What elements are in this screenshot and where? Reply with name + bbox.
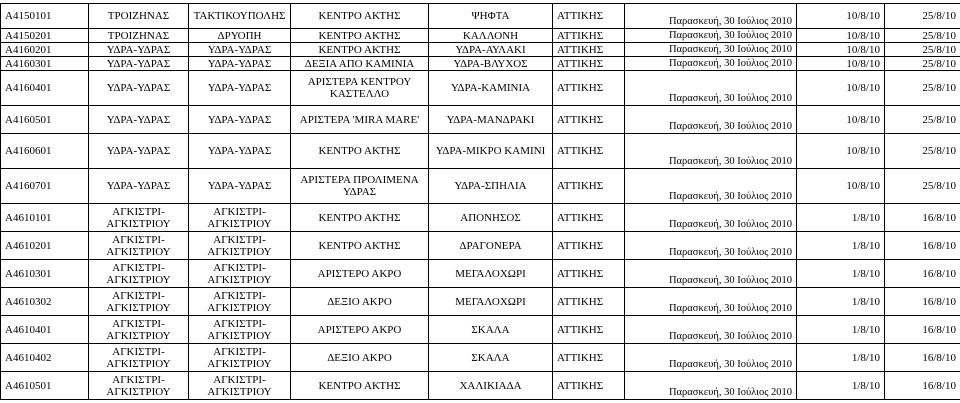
end-date-cell: 25/8/10 — [885, 106, 960, 134]
station-code-cell: A4610302 — [1, 288, 89, 316]
end-date-cell: 16/8/10 — [885, 232, 960, 260]
station-code-cell: A4160401 — [1, 71, 89, 106]
table-row — [1, 71, 960, 106]
municipality-cell: ΑΓΚΙΣΤΡΙ-ΑΓΚΙΣΤΡΙΟΥ — [89, 344, 189, 372]
beach-cell: ΥΔΡΑ-ΑΥΛΑΚΙ — [429, 43, 553, 57]
table-row — [1, 4, 960, 29]
district-cell: ΥΔΡΑ-ΥΔΡΑΣ — [189, 57, 291, 71]
region-cell: ΑΤΤΙΚΗΣ — [553, 288, 625, 316]
start-date-cell: 10/8/10 — [797, 71, 885, 106]
district-cell: ΥΔΡΑ-ΥΔΡΑΣ — [189, 43, 291, 57]
location-cell: ΚΕΝΤΡΟ ΑΚΤΗΣ — [291, 134, 429, 169]
beach-cell: ΜΕΓΑΛΟΧΩΡΙ — [429, 260, 553, 288]
beach-cell: ΨΗΦΤΑ — [429, 4, 553, 29]
start-date-cell: 10/8/10 — [797, 106, 885, 134]
start-date-cell: 1/8/10 — [797, 344, 885, 372]
table-row — [1, 288, 960, 316]
location-cell: ΚΕΝΤΡΟ ΑΚΤΗΣ — [291, 29, 429, 43]
date-cell: Παρασκευή, 30 Ιούλιος 2010 — [625, 232, 797, 260]
beach-cell: ΜΕΓΑΛΟΧΩΡΙ — [429, 288, 553, 316]
beach-cell: ΥΔΡΑ-ΜΑΝΔΡΑΚΙ — [429, 106, 553, 134]
beach-cell: ΧΑΛΙΚΙΑΔΑ — [429, 372, 553, 400]
municipality-cell: ΑΓΚΙΣΤΡΙ-ΑΓΚΙΣΤΡΙΟΥ — [89, 372, 189, 400]
station-code-cell: A4610301 — [1, 260, 89, 288]
sampling-table — [0, 3, 960, 400]
district-cell: ΑΓΚΙΣΤΡΙ-ΑΓΚΙΣΤΡΙΟΥ — [189, 232, 291, 260]
table-row — [1, 232, 960, 260]
start-date-cell: 10/8/10 — [797, 134, 885, 169]
location-cell: ΑΡΙΣΤΕΡΑ ΚΕΝΤΡΟΥ ΚΑΣΤΕΛΛΟ — [291, 71, 429, 106]
station-code-cell: A4160701 — [1, 169, 89, 204]
table-row — [1, 260, 960, 288]
location-cell: ΚΕΝΤΡΟ ΑΚΤΗΣ — [291, 43, 429, 57]
beach-cell: ΚΑΛΛΟΝΗ — [429, 29, 553, 43]
date-cell: Παρασκευή, 30 Ιούλιος 2010 — [625, 169, 797, 204]
table-row — [1, 316, 960, 344]
district-cell: ΑΓΚΙΣΤΡΙ-ΑΓΚΙΣΤΡΙΟΥ — [189, 372, 291, 400]
municipality-cell: ΥΔΡΑ-ΥΔΡΑΣ — [89, 106, 189, 134]
table-row — [1, 57, 960, 71]
region-cell: ΑΤΤΙΚΗΣ — [553, 344, 625, 372]
beach-cell: ΥΔΡΑ-ΚΑΜΙΝΙΑ — [429, 71, 553, 106]
station-code-cell: A4610201 — [1, 232, 89, 260]
location-cell: ΚΕΝΤΡΟ ΑΚΤΗΣ — [291, 232, 429, 260]
end-date-cell: 16/8/10 — [885, 344, 960, 372]
table-row — [1, 344, 960, 372]
table-row — [1, 29, 960, 43]
date-cell: Παρασκευή, 30 Ιούλιος 2010 — [625, 4, 797, 29]
station-code-cell: A4610501 — [1, 372, 89, 400]
end-date-cell: 25/8/10 — [885, 57, 960, 71]
beach-cell: ΔΡΑΓΟΝΕΡΑ — [429, 232, 553, 260]
end-date-cell: 16/8/10 — [885, 316, 960, 344]
district-cell: ΥΔΡΑ-ΥΔΡΑΣ — [189, 134, 291, 169]
region-cell: ΑΤΤΙΚΗΣ — [553, 204, 625, 232]
district-cell: ΥΔΡΑ-ΥΔΡΑΣ — [189, 106, 291, 134]
region-cell: ΑΤΤΙΚΗΣ — [553, 372, 625, 400]
end-date-cell: 16/8/10 — [885, 372, 960, 400]
start-date-cell: 1/8/10 — [797, 316, 885, 344]
date-cell: Παρασκευή, 30 Ιούλιος 2010 — [625, 288, 797, 316]
district-cell: ΤΑΚΤΙΚΟΥΠΟΛΗΣ — [189, 4, 291, 29]
location-cell: ΑΡΙΣΤΕΡΟ ΑΚΡΟ — [291, 260, 429, 288]
region-cell: ΑΤΤΙΚΗΣ — [553, 260, 625, 288]
beach-cell: ΥΔΡΑ-ΒΛΥΧΟΣ — [429, 57, 553, 71]
station-code-cell: A4150101 — [1, 4, 89, 29]
start-date-cell: 10/8/10 — [797, 43, 885, 57]
district-cell: ΑΓΚΙΣΤΡΙ-ΑΓΚΙΣΤΡΙΟΥ — [189, 316, 291, 344]
municipality-cell: ΥΔΡΑ-ΥΔΡΑΣ — [89, 169, 189, 204]
start-date-cell: 1/8/10 — [797, 260, 885, 288]
end-date-cell: 25/8/10 — [885, 4, 960, 29]
district-cell: ΑΓΚΙΣΤΡΙ-ΑΓΚΙΣΤΡΙΟΥ — [189, 344, 291, 372]
municipality-cell: ΤΡΟΙΖΗΝΑΣ — [89, 29, 189, 43]
start-date-cell: 10/8/10 — [797, 169, 885, 204]
beach-cell: ΥΔΡΑ-ΜΙΚΡΟ ΚΑΜΙΝΙ — [429, 134, 553, 169]
location-cell: ΔΕΞΙΟ ΑΚΡΟ — [291, 344, 429, 372]
location-cell: ΔΕΞΙΟ ΑΚΡΟ — [291, 288, 429, 316]
start-date-cell: 1/8/10 — [797, 288, 885, 316]
location-cell: ΑΡΙΣΤΕΡΟ ΑΚΡΟ — [291, 316, 429, 344]
region-cell: ΑΤΤΙΚΗΣ — [553, 57, 625, 71]
station-code-cell: A4160601 — [1, 134, 89, 169]
municipality-cell: ΑΓΚΙΣΤΡΙ-ΑΓΚΙΣΤΡΙΟΥ — [89, 232, 189, 260]
municipality-cell: ΤΡΟΙΖΗΝΑΣ — [89, 4, 189, 29]
end-date-cell: 25/8/10 — [885, 134, 960, 169]
municipality-cell: ΑΓΚΙΣΤΡΙ-ΑΓΚΙΣΤΡΙΟΥ — [89, 316, 189, 344]
district-cell: ΥΔΡΑ-ΥΔΡΑΣ — [189, 169, 291, 204]
municipality-cell: ΑΓΚΙΣΤΡΙ-ΑΓΚΙΣΤΡΙΟΥ — [89, 260, 189, 288]
table-row — [1, 43, 960, 57]
end-date-cell: 16/8/10 — [885, 288, 960, 316]
beach-cell: ΑΠΟΝΗΣΟΣ — [429, 204, 553, 232]
start-date-cell: 10/8/10 — [797, 29, 885, 43]
end-date-cell: 25/8/10 — [885, 43, 960, 57]
start-date-cell: 10/8/10 — [797, 4, 885, 29]
municipality-cell: ΥΔΡΑ-ΥΔΡΑΣ — [89, 57, 189, 71]
end-date-cell: 25/8/10 — [885, 71, 960, 106]
location-cell: ΚΕΝΤΡΟ ΑΚΤΗΣ — [291, 372, 429, 400]
location-cell: ΑΡΙΣΤΕΡΑ ΠΡΟΛΙΜΕΝΑ ΥΔΡΑΣ — [291, 169, 429, 204]
station-code-cell: A4160201 — [1, 43, 89, 57]
start-date-cell: 10/8/10 — [797, 57, 885, 71]
end-date-cell: 25/8/10 — [885, 169, 960, 204]
station-code-cell: A4610402 — [1, 344, 89, 372]
district-cell: ΑΓΚΙΣΤΡΙ-ΑΓΚΙΣΤΡΙΟΥ — [189, 260, 291, 288]
district-cell: ΑΓΚΙΣΤΡΙ-ΑΓΚΙΣΤΡΙΟΥ — [189, 204, 291, 232]
date-cell: Παρασκευή, 30 Ιούλιος 2010 — [625, 106, 797, 134]
region-cell: ΑΤΤΙΚΗΣ — [553, 43, 625, 57]
region-cell: ΑΤΤΙΚΗΣ — [553, 106, 625, 134]
region-cell: ΑΤΤΙΚΗΣ — [553, 134, 625, 169]
date-cell: Παρασκευή, 30 Ιούλιος 2010 — [625, 71, 797, 106]
district-cell: ΔΡΥΟΠΗ — [189, 29, 291, 43]
station-code-cell: A4160501 — [1, 106, 89, 134]
district-cell: ΥΔΡΑ-ΥΔΡΑΣ — [189, 71, 291, 106]
start-date-cell: 1/8/10 — [797, 232, 885, 260]
start-date-cell: 1/8/10 — [797, 204, 885, 232]
table-row — [1, 106, 960, 134]
date-cell: Παρασκευή, 30 Ιούλιος 2010 — [625, 204, 797, 232]
table-row — [1, 372, 960, 400]
location-cell: ΚΕΝΤΡΟ ΑΚΤΗΣ — [291, 204, 429, 232]
station-code-cell: A4610101 — [1, 204, 89, 232]
region-cell: ΑΤΤΙΚΗΣ — [553, 232, 625, 260]
region-cell: ΑΤΤΙΚΗΣ — [553, 71, 625, 106]
station-code-cell: A4610401 — [1, 316, 89, 344]
date-cell: Παρασκευή, 30 Ιούλιος 2010 — [625, 134, 797, 169]
location-cell: ΚΕΝΤΡΟ ΑΚΤΗΣ — [291, 4, 429, 29]
date-cell: Παρασκευή, 30 Ιούλιος 2010 — [625, 372, 797, 400]
end-date-cell: 16/8/10 — [885, 204, 960, 232]
table-row — [1, 169, 960, 204]
date-cell: Παρασκευή, 30 Ιούλιος 2010 — [625, 316, 797, 344]
region-cell: ΑΤΤΙΚΗΣ — [553, 169, 625, 204]
date-cell: Παρασκευή, 30 Ιούλιος 2010 — [625, 43, 797, 57]
region-cell: ΑΤΤΙΚΗΣ — [553, 29, 625, 43]
municipality-cell: ΑΓΚΙΣΤΡΙ-ΑΓΚΙΣΤΡΙΟΥ — [89, 288, 189, 316]
date-cell: Παρασκευή, 30 Ιούλιος 2010 — [625, 344, 797, 372]
municipality-cell: ΥΔΡΑ-ΥΔΡΑΣ — [89, 43, 189, 57]
municipality-cell: ΥΔΡΑ-ΥΔΡΑΣ — [89, 134, 189, 169]
date-cell: Παρασκευή, 30 Ιούλιος 2010 — [625, 57, 797, 71]
date-cell: Παρασκευή, 30 Ιούλιος 2010 — [625, 260, 797, 288]
beach-cell: ΣΚΑΛΑ — [429, 344, 553, 372]
station-code-cell: A4160301 — [1, 57, 89, 71]
end-date-cell: 16/8/10 — [885, 260, 960, 288]
station-code-cell: A4150201 — [1, 29, 89, 43]
table-row — [1, 204, 960, 232]
beach-cell: ΥΔΡΑ-ΣΠΗΛΙΑ — [429, 169, 553, 204]
location-cell: ΔΕΞΙΑ ΑΠΟ ΚΑΜΙΝΙΑ — [291, 57, 429, 71]
region-cell: ΑΤΤΙΚΗΣ — [553, 316, 625, 344]
date-cell: Παρασκευή, 30 Ιούλιος 2010 — [625, 29, 797, 43]
district-cell: ΑΓΚΙΣΤΡΙ-ΑΓΚΙΣΤΡΙΟΥ — [189, 288, 291, 316]
location-cell: ΑΡΙΣΤΕΡΑ 'MIRA MARE' — [291, 106, 429, 134]
municipality-cell: ΥΔΡΑ-ΥΔΡΑΣ — [89, 71, 189, 106]
beach-cell: ΣΚΑΛΑ — [429, 316, 553, 344]
start-date-cell: 1/8/10 — [797, 372, 885, 400]
table-row — [1, 134, 960, 169]
region-cell: ΑΤΤΙΚΗΣ — [553, 4, 625, 29]
municipality-cell: ΑΓΚΙΣΤΡΙ-ΑΓΚΙΣΤΡΙΟΥ — [89, 204, 189, 232]
end-date-cell: 25/8/10 — [885, 29, 960, 43]
